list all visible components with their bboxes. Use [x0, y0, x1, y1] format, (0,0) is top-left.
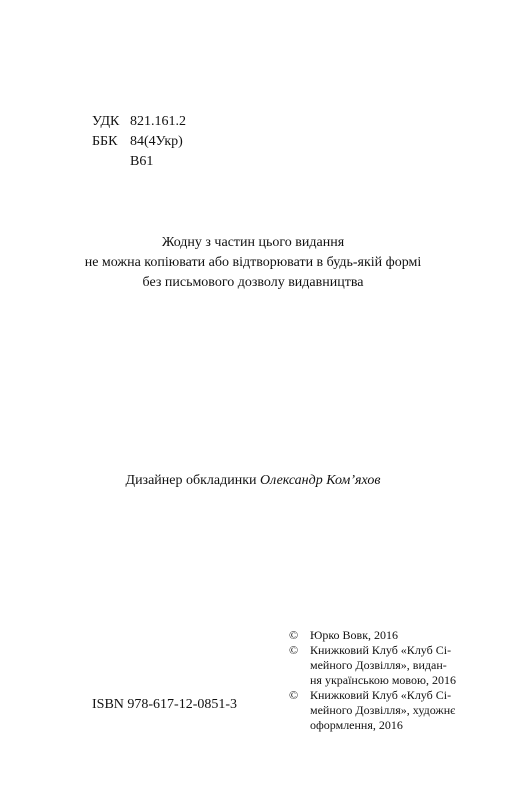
copyright-line: оформлення, 2016: [310, 718, 403, 732]
copyright-line: Юрко Вовк, 2016: [310, 628, 399, 642]
designer-name: Олександр Ком’яхов: [260, 473, 381, 488]
bbk-code: ББК: [92, 134, 118, 149]
author-mark-row: [92, 152, 186, 172]
copyright-text: [310, 688, 455, 733]
copyright-text: [310, 628, 398, 643]
designer-label: Дизайнер обкладинки: [125, 473, 257, 488]
copy-protection-notice: [0, 233, 506, 293]
copyright-line: мейного Дозвілля», видан-: [310, 658, 447, 672]
copyright-line: мейного Дозвілля», художнє: [310, 703, 456, 717]
classification-block: [92, 112, 186, 172]
udc-value: 821.161.2: [130, 114, 186, 129]
copyright-block: [289, 628, 495, 733]
copyright-entry: [289, 628, 495, 643]
bbk-row: [92, 132, 186, 152]
copyright-entry: [289, 688, 495, 733]
notice-line: Жодну з частин цього видання: [161, 235, 345, 250]
notice-line: без письмового дозволу видавництва: [142, 275, 364, 290]
copyright-icon: ©: [289, 688, 299, 702]
copyright-text: [310, 643, 456, 688]
isbn: ISBN 978-617-12-0851-3: [92, 697, 238, 712]
udc-row: [92, 112, 186, 132]
copyright-icon: ©: [289, 643, 299, 657]
copyright-icon: ©: [289, 628, 299, 642]
copyright-line: Книжковий Клуб «Клуб Сі-: [310, 643, 452, 657]
copyright-entry: [289, 643, 495, 688]
bbk-value: 84(4Укр): [130, 134, 183, 149]
notice-line: не можна копіювати або відтворювати в будь-якій формі: [84, 255, 422, 270]
copyright-line: Книжковий Клуб «Клуб Сі-: [310, 688, 452, 702]
cover-designer-credit: [0, 471, 506, 491]
copyright-line: ня українською мовою, 2016: [310, 673, 456, 687]
udc-code: УДК: [92, 114, 120, 129]
author-mark: В61: [130, 154, 154, 169]
